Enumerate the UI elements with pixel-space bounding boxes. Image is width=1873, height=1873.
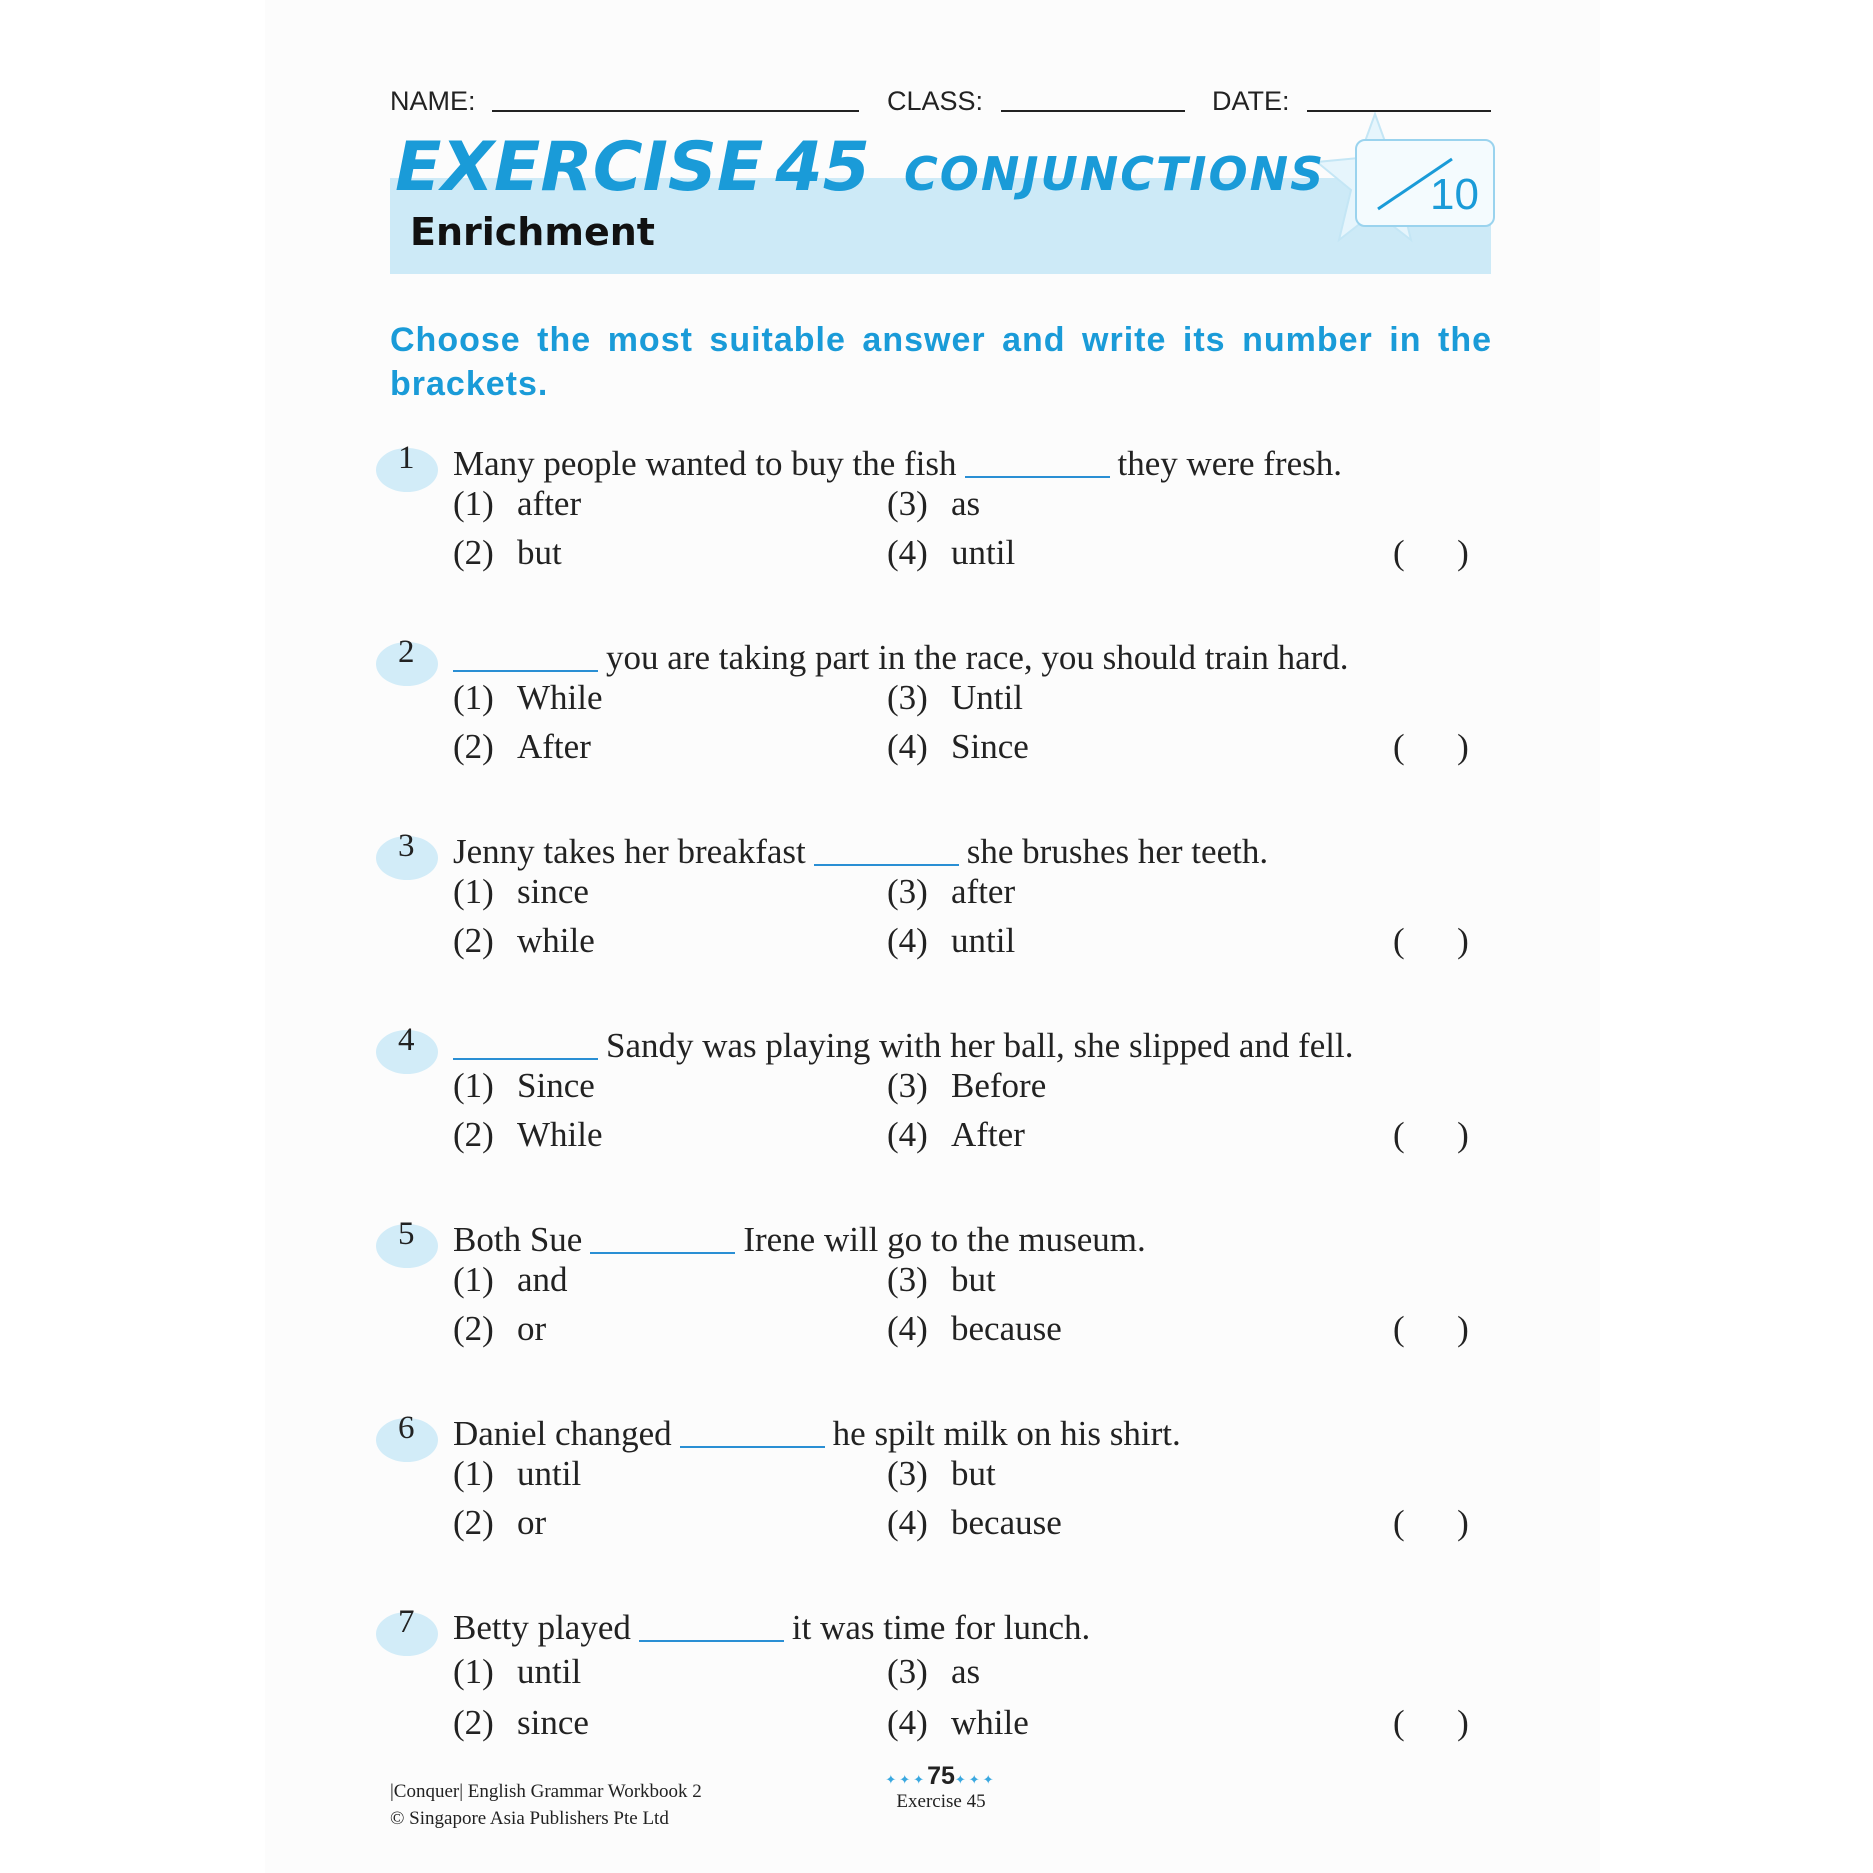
name-field[interactable] [492,110,859,112]
question-1 [0,440,1873,644]
answer-blank[interactable] [590,1232,735,1254]
option-text: While [517,678,603,717]
question-2 [0,634,1873,838]
copyright: © Singapore Asia Publishers Pte Ltd [390,1808,669,1829]
option-number: (3) [887,484,928,523]
option-number: (3) [887,1066,928,1105]
option-2 [453,533,562,573]
option-4 [887,1703,1029,1743]
option-text: after [951,872,1016,911]
question-number: 7 [398,1604,415,1640]
option-2 [453,1503,546,1543]
option-3 [887,678,1023,718]
option-text: while [951,1703,1029,1742]
question-number: 2 [398,634,415,670]
question-3 [0,828,1873,1032]
option-number: (2) [453,1115,494,1154]
date-label: DATE: [1212,86,1290,116]
option-number: (3) [887,678,928,717]
option-2 [453,1309,546,1349]
class-field[interactable] [1001,110,1185,112]
option-number: (1) [453,1652,494,1691]
question-text-after: it was time for lunch. [791,1608,1091,1647]
score-total: 10 [1430,170,1479,219]
option-text: and [517,1260,568,1299]
option-number: (1) [453,1066,494,1105]
option-text: after [517,484,582,523]
option-number: (4) [887,1115,928,1154]
option-number: (3) [887,872,928,911]
question-text-after: he spilt milk on his shirt. [832,1414,1181,1453]
option-2 [453,921,595,961]
answer-blank[interactable] [814,844,959,866]
stars-left-icon: ✦✦✦ [885,1772,928,1787]
option-number: (2) [453,921,494,960]
option-2 [453,1115,603,1155]
option-text: While [517,1115,603,1154]
option-3 [887,1454,996,1494]
option-3 [887,1652,980,1692]
question-text [453,1608,1090,1648]
option-number: (2) [453,1503,494,1542]
question-text [453,1220,1146,1260]
option-text: since [517,1703,589,1742]
answer-bracket[interactable]: ( ) [1393,1503,1469,1542]
option-2 [453,727,591,767]
option-text: or [517,1503,547,1542]
question-text-before: Both Sue [453,1220,583,1259]
exercise-title [395,128,1325,207]
option-number: (1) [453,678,494,717]
option-number: (2) [453,1309,494,1348]
exercise-word: EXERCISE [395,128,764,207]
question-text-after: they were fresh. [1117,444,1342,483]
option-4 [887,1309,1062,1349]
option-number: (1) [453,872,494,911]
option-1 [453,678,603,718]
question-6 [0,1410,1873,1614]
question-text [453,638,1349,678]
answer-bracket[interactable]: ( ) [1393,921,1469,960]
option-text: Before [951,1066,1047,1105]
question-number: 6 [398,1410,415,1446]
option-text: as [951,1652,981,1691]
option-text: until [951,921,1016,960]
option-3 [887,872,1015,912]
option-text: or [517,1309,547,1348]
option-number: (4) [887,1503,928,1542]
stars-right-icon: ✦✦✦ [954,1772,997,1787]
option-text: until [517,1652,582,1691]
question-text-before: Daniel changed [453,1414,672,1453]
question-text [453,1414,1181,1454]
option-1 [453,1260,568,1300]
exercise-number: 45 [775,128,870,207]
question-text-after: you are taking part in the race, you should train hard. [606,638,1349,677]
option-4 [887,727,1029,767]
answer-bracket[interactable]: ( ) [1393,727,1469,766]
option-number: (1) [453,1260,494,1299]
answer-blank[interactable] [453,1038,598,1060]
answer-blank[interactable] [453,650,598,672]
question-text-after: Sandy was playing with her ball, she slipped and fell. [606,1026,1354,1065]
answer-bracket[interactable]: ( ) [1393,533,1469,572]
question-text-after: Irene will go to the museum. [743,1220,1146,1259]
option-number: (3) [887,1260,928,1299]
question-number: 5 [398,1216,415,1252]
option-1 [453,1652,581,1692]
option-number: (4) [887,727,928,766]
question-text-before: Many people wanted to buy the fish [453,444,957,483]
name-label: NAME: [390,86,476,116]
question-text [453,1026,1354,1066]
option-number: (4) [887,921,928,960]
option-number: (3) [887,1652,928,1691]
answer-blank[interactable] [965,456,1110,478]
option-text: but [951,1260,996,1299]
question-number: 4 [398,1022,415,1058]
question-text [453,832,1268,872]
option-number: (3) [887,1454,928,1493]
question-text-after: she brushes her teeth. [966,832,1269,871]
option-number: (2) [453,1703,494,1742]
class-label: CLASS: [887,86,984,116]
topic-title: CONJUNCTIONS [903,147,1326,201]
question-number: 1 [398,440,415,476]
option-4 [887,1503,1062,1543]
option-text: because [951,1309,1062,1348]
option-text: since [517,872,589,911]
question-5 [0,1216,1873,1420]
answer-bracket[interactable]: ( ) [1393,1703,1469,1742]
question-text [453,444,1342,484]
subtitle: Enrichment [410,210,655,254]
option-text: but [517,533,562,572]
option-text: until [517,1454,582,1493]
option-number: (2) [453,727,494,766]
option-1 [453,1454,581,1494]
option-1 [453,872,589,912]
option-3 [887,1260,996,1300]
answer-blank[interactable] [680,1426,825,1448]
option-text: because [951,1503,1062,1542]
option-1 [453,484,581,524]
option-number: (2) [453,533,494,572]
option-1 [453,1066,595,1106]
answer-bracket[interactable]: ( ) [1393,1309,1469,1348]
exercise-label: Exercise 45 [896,1791,986,1812]
instruction: Choose the most suitable answer and write its number in the brackets. [390,321,1492,403]
option-2 [453,1703,589,1743]
option-text: until [951,533,1016,572]
option-4 [887,921,1015,961]
question-number: 3 [398,828,415,864]
option-text: while [517,921,595,960]
option-number: (4) [887,533,928,572]
page-number [874,1762,1008,1791]
option-text: Since [517,1066,595,1105]
option-number: (1) [453,1454,494,1493]
option-text: as [951,484,981,523]
option-text: After [951,1115,1025,1154]
option-text: Since [951,727,1029,766]
option-text: but [951,1454,996,1493]
option-number: (4) [887,1309,928,1348]
page-number-value: 75 [927,1762,955,1790]
book-title: |Conquer| English Grammar Workbook 2 [390,1781,702,1802]
answer-bracket[interactable]: ( ) [1393,1115,1469,1154]
option-number: (1) [453,484,494,523]
option-text: After [517,727,591,766]
question-text-before: Jenny takes her breakfast [453,832,806,871]
option-3 [887,484,980,524]
option-4 [887,533,1015,573]
question-text-before: Betty played [453,1608,631,1647]
answer-blank[interactable] [639,1620,784,1642]
option-3 [887,1066,1046,1106]
option-4 [887,1115,1025,1155]
option-text: Until [951,678,1023,717]
question-4 [0,1022,1873,1226]
option-number: (4) [887,1703,928,1742]
